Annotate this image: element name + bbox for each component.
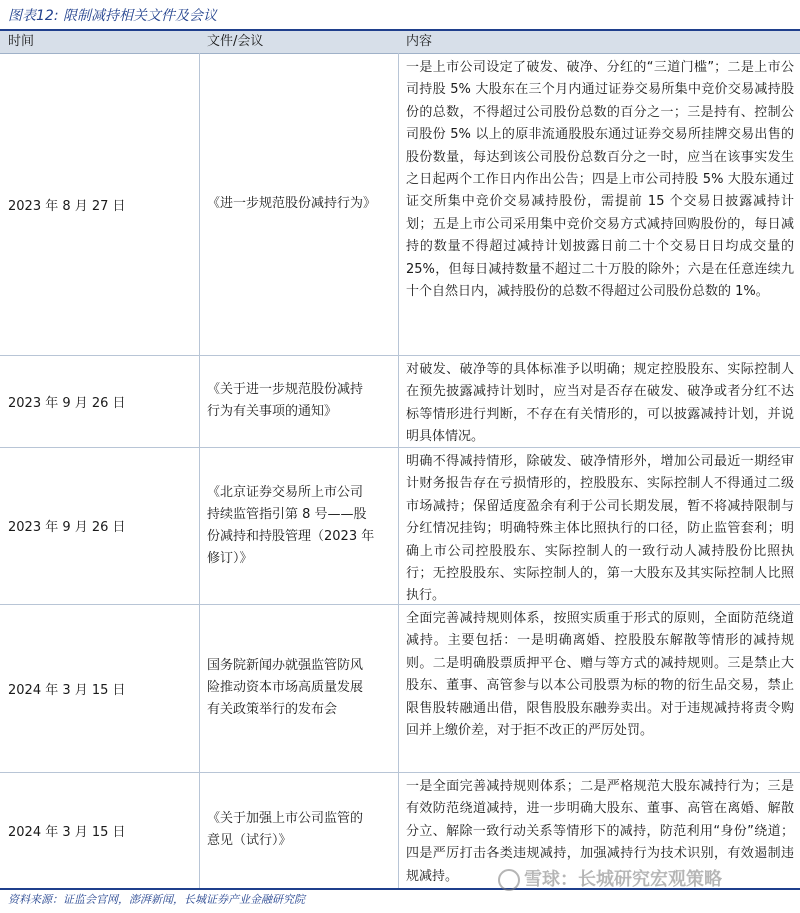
table-header bbox=[0, 31, 800, 54]
cell-document bbox=[207, 53, 397, 355]
watermark-text: 雪球：长城研究宏观策略 bbox=[524, 869, 722, 890]
cell-content: 一是全面完善减持规则体系；二是严格规范大股东减持行为；三是有效防范绕道减持，进一步明确大股东、董事、高管在离婚、解散分立、解除一致行动关系等情形下的减持，防范利用“身份”绕道；四是严厉打击各类违规减持，加强减持行为技术识别，有效遏制违规减持。 bbox=[406, 779, 794, 884]
date-text: 2023 年 9 月 26 日 bbox=[8, 395, 126, 411]
date-text: 2023 年 9 月 26 日 bbox=[8, 520, 126, 535]
table-row bbox=[0, 355, 800, 448]
document-name-line: 行为有关事项的通知》 bbox=[207, 404, 338, 419]
cell-time bbox=[8, 355, 198, 447]
document-name-line: 险推动资本市场高质量发展 bbox=[207, 680, 364, 695]
cell-content: 明确不得减持情形，除破发、破净情形外，增加公司最近一期经审计财务报告存在亏损情形的，控股股东、实际控制人不得通过二级市场减持；保留适度盈余有利于公司长期发展，暂不将减持限制与分红情况挂钩；明确特殊主体比照执行的口径，防止监管套利；明确上市公司控股股东、实际控制人的一致行动人减持股份比照执行；无控股股东、实际控制人的，第一大股东及其实际控制人比照执行。 bbox=[406, 454, 794, 604]
cell-content: 一是上市公司设定了破发、破净、分红的“三道门槛”；二是上市公司持股 5% 大股东在三个月内通过证券交易所集中竞价交易减持股份的总数，不得超过公司股份总数的百分之一；三是持有、控制公司股份 5% 以上的原非流通股股东通过证券交易所挂牌交易出售的股份数量，每达到该公司股份总数百分之一时，应当在该事实发生之日起两个工作日内作出公告；四是上市公司持股 5% 大股东通过证交所集中竞价交易减持股份，需提前 15 个交易日披露减持计划；五是上市公司采用集中竞价交易方式减持回购股份的，每日减持的数量不得超过减持计划披露日前二十个交易日日均成交量的 25%，但每日减持数量不超过二十万股的除外；六是在任意连续九十个自然日内，减持股份的总数不得超过公司股份总数的 1%。 bbox=[406, 60, 794, 300]
cell-time bbox=[8, 53, 198, 355]
header-time: 时间 bbox=[8, 34, 35, 49]
date-text: 2024 年 3 月 15 日 bbox=[8, 824, 126, 840]
header-content: 内容 bbox=[406, 34, 433, 49]
date-text: 2024 年 3 月 15 日 bbox=[8, 682, 126, 698]
document-name-line: 份减持和持股管理（2023 年 bbox=[207, 528, 375, 544]
cell-document bbox=[207, 772, 397, 888]
document-name-line: 《关于加强上市公司监管的 bbox=[207, 811, 364, 826]
document-name-line: 持续监管指引第 8 号——股 bbox=[207, 506, 367, 522]
document-name-line: 修订）》 bbox=[207, 550, 253, 566]
document-name-line: 《进一步规范股份减持行为》 bbox=[207, 196, 377, 211]
cell-time bbox=[8, 604, 198, 772]
table-row bbox=[0, 604, 800, 773]
document-name-line: 国务院新闻办就强监管防风 bbox=[207, 658, 364, 673]
document-name-line: 有关政策举行的发布会 bbox=[207, 702, 338, 717]
cell-time bbox=[8, 772, 198, 888]
document-name-line: 《北京证券交易所上市公司 bbox=[207, 484, 364, 500]
cell-time bbox=[8, 447, 198, 604]
cell-document bbox=[207, 355, 397, 447]
table-row bbox=[0, 53, 800, 356]
cell-content: 对破发、破净等的具体标准予以明确；规定控股股东、实际控制人在预先披露减持计划时，应当对是否存在破发、破净或者分红不达标等情形进行判断，不存在有关情形的，可以披露减持计划，并说明具体情况。 bbox=[406, 362, 794, 445]
cell-document bbox=[207, 447, 397, 604]
figure-title: 图表12: 限制减持相关文件及会议 bbox=[8, 8, 217, 24]
date-text: 2023 年 8 月 27 日 bbox=[8, 198, 126, 214]
document-name-line: 《关于进一步规范股份减持 bbox=[207, 382, 364, 397]
header-doc: 文件/会议 bbox=[207, 34, 264, 49]
cell-document bbox=[207, 604, 397, 772]
document-name-line: 意见（试行）》 bbox=[207, 833, 292, 848]
source-note: 资料来源：证监会官网，澎湃新闻，长城证券产业金融研究院 bbox=[8, 893, 305, 906]
table-row bbox=[0, 447, 800, 605]
watermark bbox=[498, 868, 722, 892]
cell-content: 全面完善减持规则体系，按照实质重于形式的原则，全面防范绕道减持。主要包括：一是明确离婚、控股股东解散等情形的减持规则。二是明确股票质押平仓、赠与等方式的减持规则。三是禁止大股东、董事、高管参与以本公司股票为标的物的衍生品交易，禁止限售股转融通出借，限售股股东融券卖出。对于违规减持将责令购回并上缴价差，对于拒不改正的严厉处罚。 bbox=[406, 611, 794, 739]
snowball-logo-icon bbox=[498, 869, 520, 891]
